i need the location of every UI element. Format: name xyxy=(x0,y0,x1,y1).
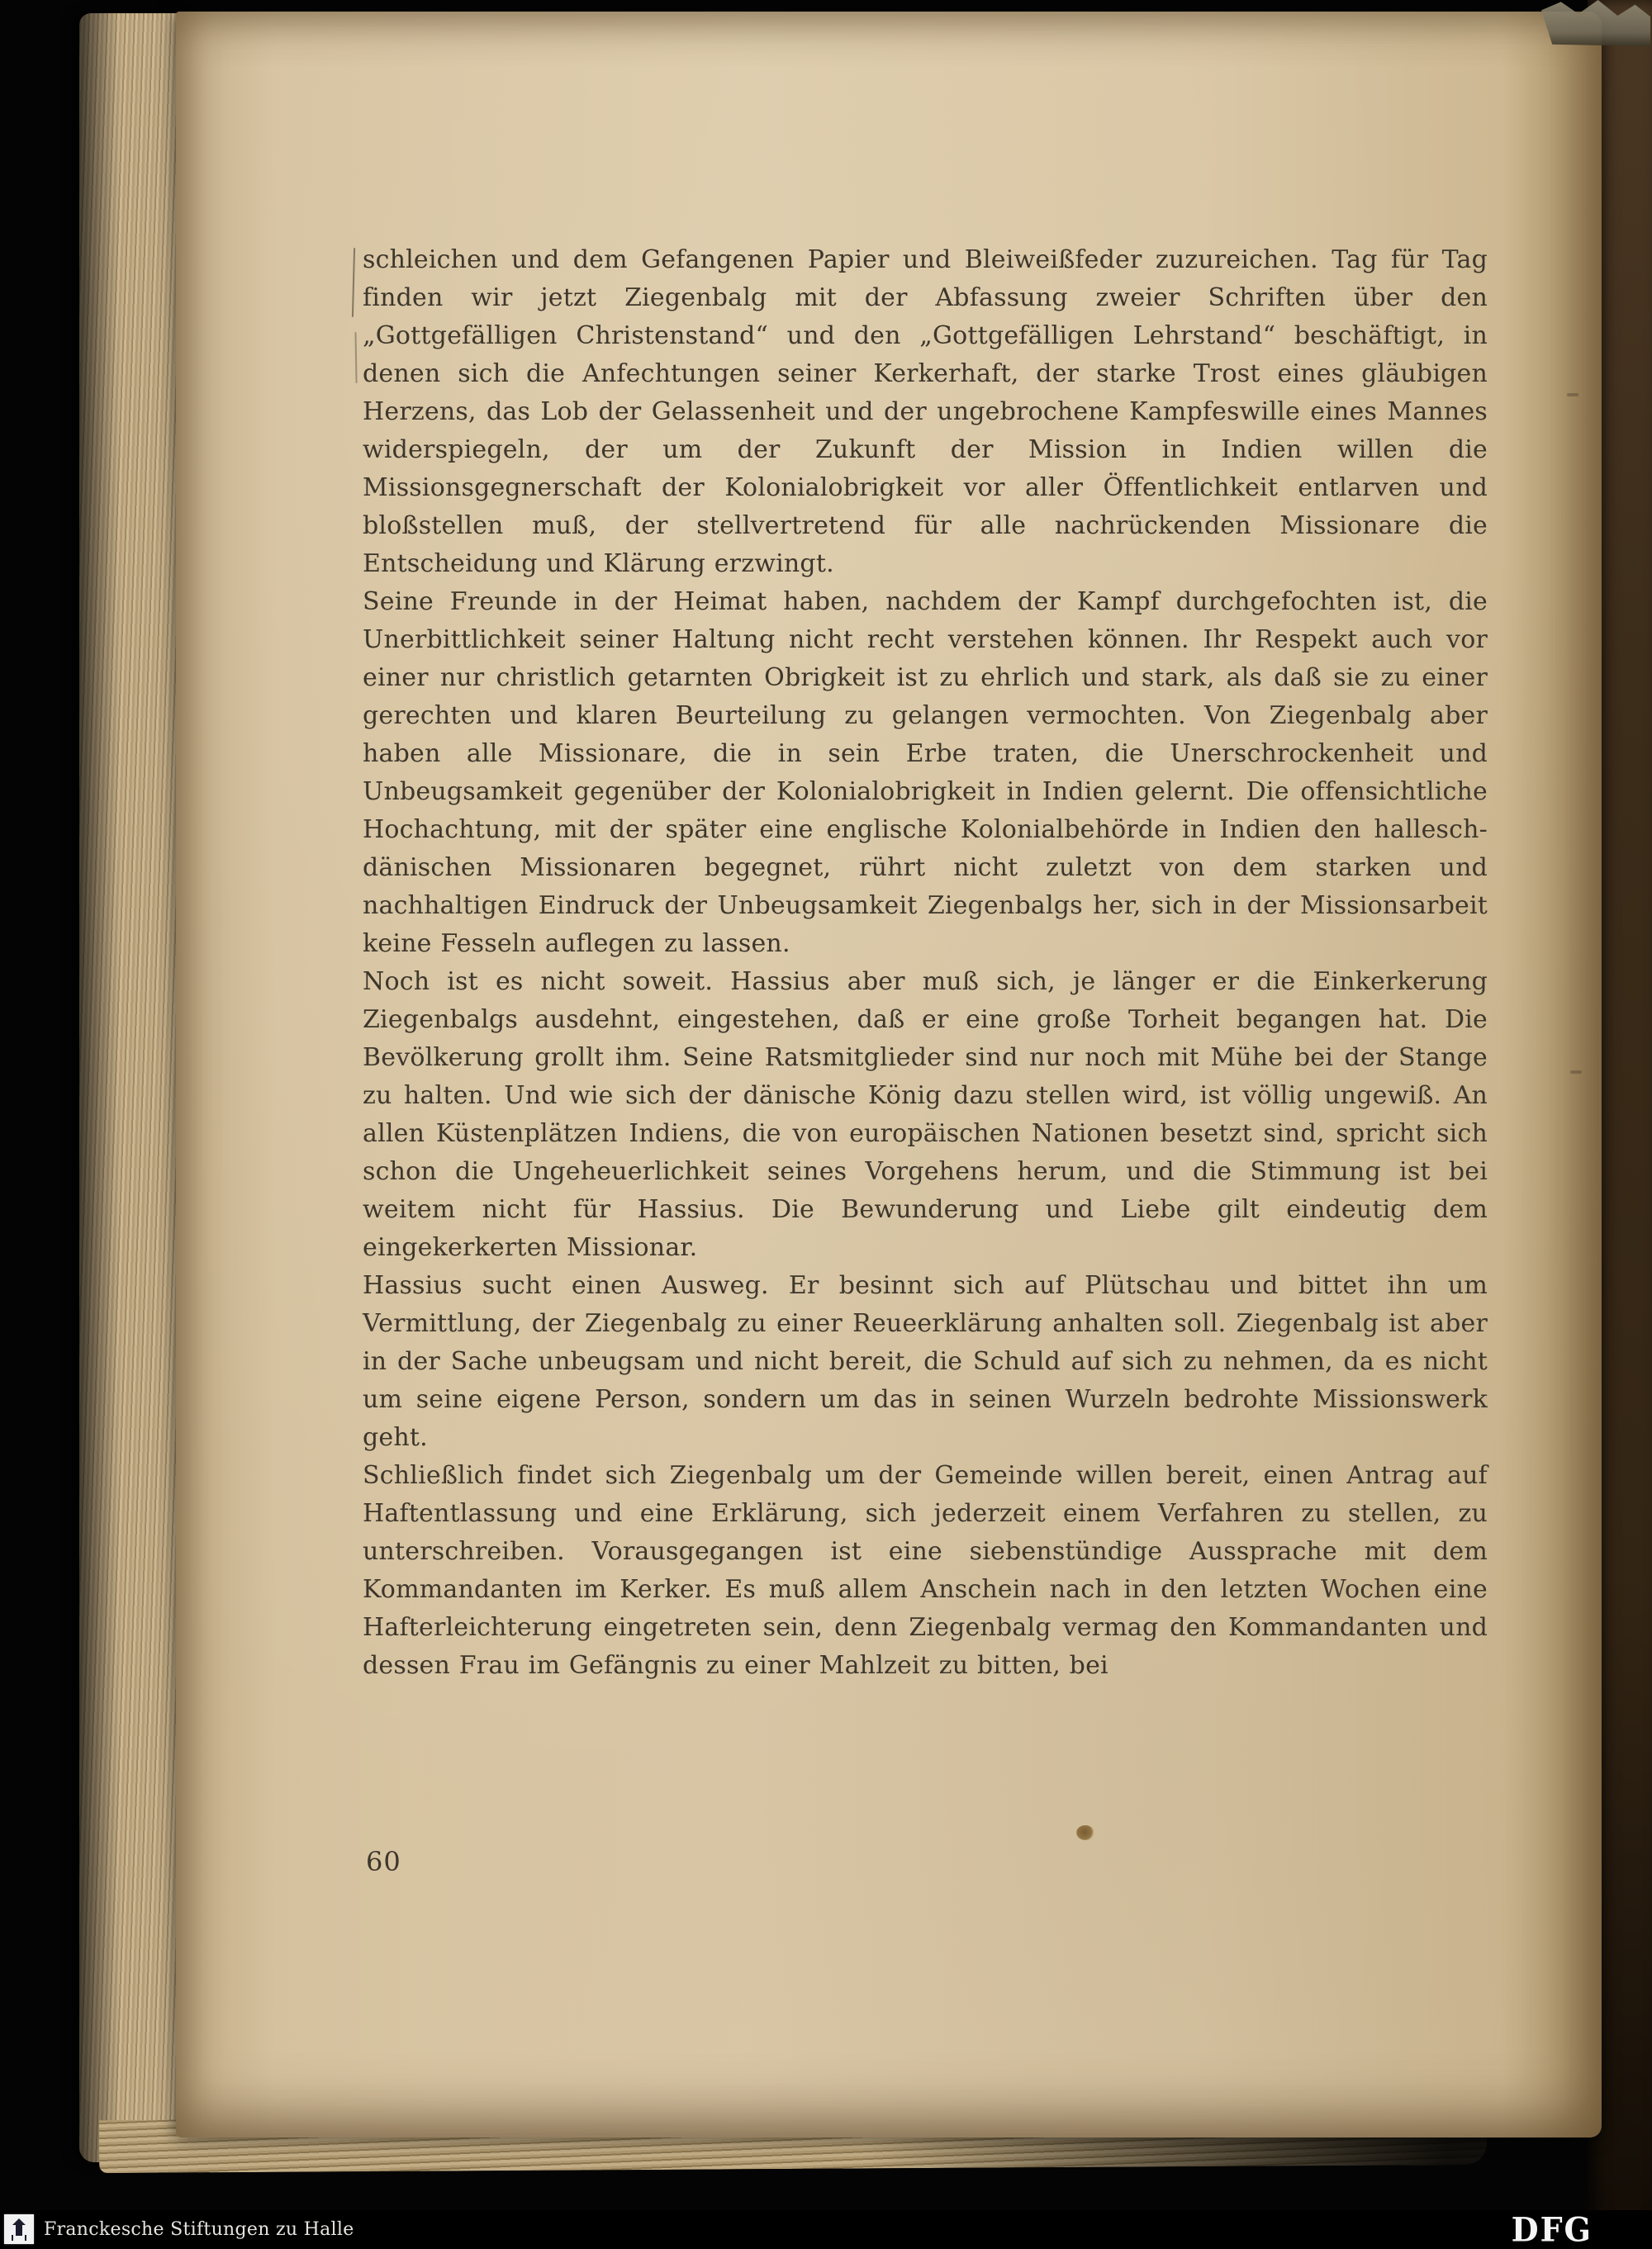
ink-stain xyxy=(1076,1825,1094,1840)
viewer-footer-bar xyxy=(0,2210,1652,2248)
paragraph: Noch ist es nicht soweit. Hassius aber muß sich, je länger er die Einkerkerung Ziegenbalgs ausdehnt, eingestehen, daß er eine große Torheit begangen hat. Die Bevölkerung grollt ihm. Seine Ratsmitglieder sind nur noch mit Mühe bei der Stange zu halten. Und wie sich der dänische König dazu stellen wird, ist völlig ungewiß. An allen Küstenplätzen Indiens, die von europäischen Nationen besetzt sind, spricht sich schon die Ungeheuerlichkeit seines Vorgehens herum, und die Stimmung ist bei weitem nicht für Hassius. Die Bewunderung und Liebe gilt eindeutig dem eingekerkerten Missionar. xyxy=(363,967,1488,1262)
scan-artifact xyxy=(1570,1070,1582,1074)
page-stack-left-edges xyxy=(79,13,185,2162)
page-number: 60 xyxy=(366,1846,401,1877)
scan-artifact xyxy=(1567,393,1578,396)
paragraph: schleichen und dem Gefangenen Papier und Bleiweißfeder zuzureichen. Tag für Tag finden wir jetzt Ziegenbalg mit der Abfassung zweier Schriften über den „Gottgefälligen Christenstand“ und den „Gottgefälligen Lehrstand“ beschäftigt, in denen sich die Anfechtungen seiner Kerkerhaft, der starke Trost eines gläubigen Herzens, das Lob der Gelassenheit und der ungebrochene Kampfeswille eines Mannes widerspiegeln, der um der Zukunft der Mission in Indien willen die Missionsgegnerschaft der Kolonialobrigkeit vor aller Öffentlichkeit entlarven und bloßstellen muß, der stellvertretend für alle nachrückenden Missionare die Entscheidung und Klärung erzwingt. xyxy=(363,245,1488,578)
paragraph: Schließlich findet sich Ziegenbalg um der Gemeinde willen bereit, einen Antrag auf Haftentlassung und eine Erklärung, sich jederzeit einem Verfahren zu stellen, zu unterschreiben. Vorausgegangen ist eine siebenstündige Aussprache mit dem Kommandanten im Kerker. Es muß allem Anschein nach in den letzten Wochen eine Hafterleichterung eingetreten sein, denn Ziegenbalg vermag den Kommandanten und dessen Frau im Gefängnis zu einer Mahlzeit zu bitten, bei xyxy=(363,1461,1488,1680)
page-text-block xyxy=(363,241,1488,1685)
franckesche-stiftungen-logo-icon xyxy=(4,2214,34,2244)
book-page xyxy=(176,12,1602,2137)
institution-link[interactable] xyxy=(4,2214,354,2244)
pen-margin-mark xyxy=(354,332,357,383)
pen-margin-mark xyxy=(352,248,355,317)
dfg-logo[interactable]: DFG xyxy=(1511,2209,1593,2249)
paragraph: Seine Freunde in der Heimat haben, nachdem der Kampf durchgefochten ist, die Unerbittlichkeit seiner Haltung nicht recht verstehen können. Ihr Respekt auch vor einer nur christlich getarnten Obrigkeit ist zu ehrlich und stark, als daß sie zu einer gerechten und klaren Beurteilung zu gelangen vermochten. Von Ziegenbalg aber haben alle Missionare, die in sein Erbe traten, die Unerschrockenheit und Unbeugsamkeit gegenüber der Kolonialobrigkeit in Indien gelernt. Die offensichtliche Hochachtung, mit der später eine englische Kolonialbehörde in Indien den hallesch-dänischen Missionaren begegnet, rührt nicht zuletzt von dem starken und nachhaltigen Eindruck der Unbeugsamkeit Ziegenbalgs her, sich in der Missionsarbeit keine Fesseln auflegen zu lassen. xyxy=(363,587,1488,958)
institution-label: Franckesche Stiftungen zu Halle xyxy=(44,2218,354,2240)
paper-fray xyxy=(1541,0,1650,46)
paragraph: Hassius sucht einen Ausweg. Er besinnt sich auf Plütschau und bittet ihn um Vermittlung, der Ziegenbalg zu einer Reueerklärung anhalten soll. Ziegenbalg ist aber in der Sache unbeugsam und nicht bereit, die Schuld auf sich zu nehmen, da es nicht um seine eigene Person, sondern um das in seinen Wurzeln bedrohte Missionswerk geht. xyxy=(363,1271,1488,1452)
